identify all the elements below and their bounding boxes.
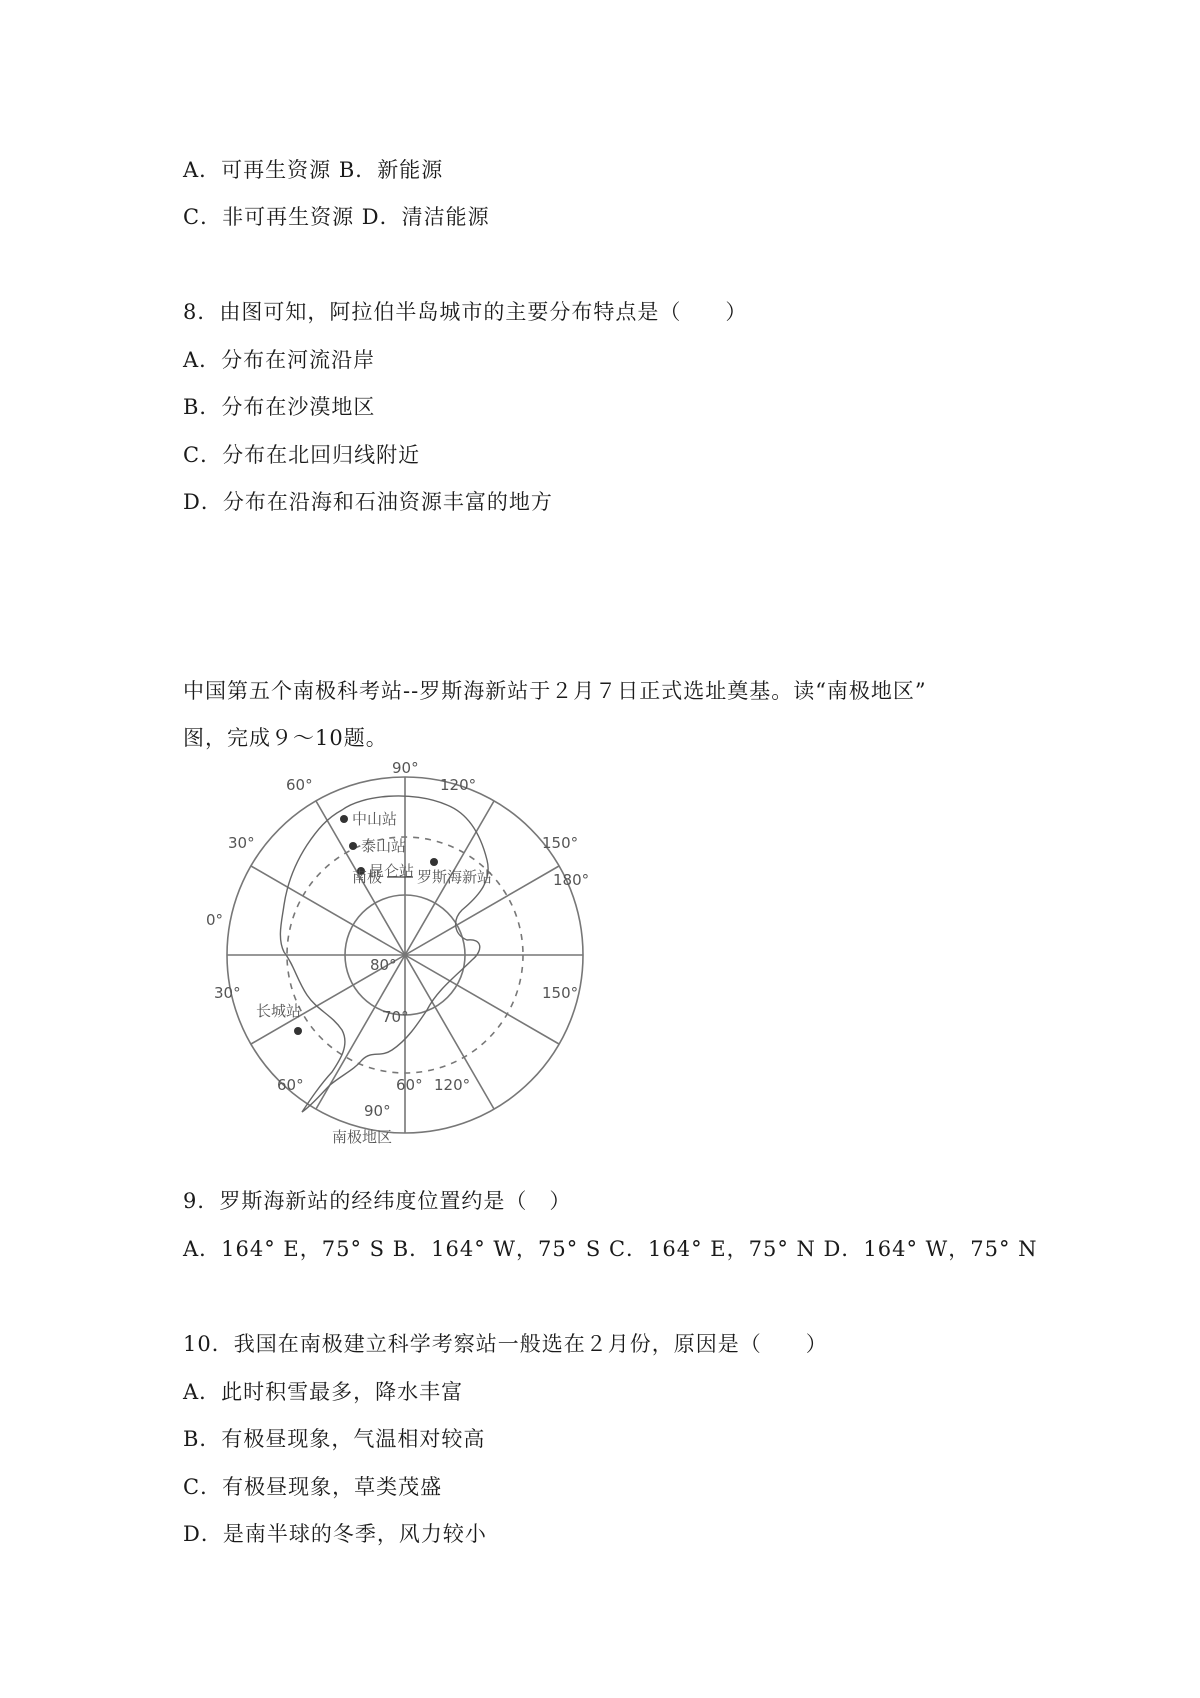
taishan-label: 泰山站	[361, 837, 407, 855]
zhongshan-marker	[340, 815, 348, 823]
lon-label-top-right: 120°	[440, 776, 477, 794]
changcheng-label: 长城站	[256, 1002, 302, 1020]
q8-stem: 8．由图可知，阿拉伯半岛城市的主要分布特点是（ ）	[183, 300, 748, 324]
q7-option-row-2: C．非可再生资源 D．清洁能源	[183, 205, 490, 229]
pole-label: 南极	[352, 868, 383, 886]
lat-label-80: 80°	[370, 956, 397, 974]
lon-label-left-lower: 30°	[214, 984, 241, 1002]
q9-options: A．164° E，75° S B．164° W，75° S C．164° E，75° N D．164° W，75° N	[183, 1237, 1038, 1261]
kunlun-label: 昆仑站	[369, 862, 415, 880]
lon-label-top-left: 60°	[286, 776, 313, 794]
lon-label-right-lower: 150°	[542, 984, 579, 1002]
q10-option-d: D．是南半球的冬季，风力较小	[183, 1522, 487, 1546]
antarctica-map	[206, 759, 642, 1160]
q8-option-b: B．分布在沙漠地区	[183, 395, 376, 419]
q8-option-d: D．分布在沿海和石油资源丰富的地方	[183, 490, 553, 514]
taishan-marker	[349, 842, 357, 850]
changcheng-marker	[294, 1027, 302, 1035]
zhongshan-label: 中山站	[352, 810, 398, 828]
q10-stem: 10．我国在南极建立科学考察站一般选在２月份，原因是（ ）	[183, 1332, 828, 1356]
lat-label-70: 70°	[382, 1008, 409, 1026]
map-caption: 南极地区	[332, 1128, 393, 1146]
intro-line-1: 中国第五个南极科考站--罗斯海新站于２月７日正式选址奠基。读“南极地区”	[183, 679, 927, 703]
q7-option-row-1: A．可再生资源 B．新能源	[183, 158, 444, 182]
lon-label-top: 90°	[392, 759, 419, 777]
lon-label-left: 0°	[206, 911, 224, 929]
q9-stem: 9．罗斯海新站的经纬度位置约是（ ）	[183, 1189, 572, 1213]
antarctica-map-figure	[206, 759, 642, 1160]
q10-option-b: B．有极昼现象，气温相对较高	[183, 1427, 486, 1451]
lon-label-bottom-left: 60°	[277, 1076, 304, 1094]
intro-line-2: 图，完成９～10题。	[183, 726, 388, 750]
lon-label-left-upper: 30°	[228, 834, 255, 852]
q10-option-c: C．有极昼现象，草类茂盛	[183, 1475, 443, 1499]
q8-option-c: C．分布在北回归线附近	[183, 443, 421, 467]
lon-label-bottom-right: 120°	[434, 1076, 471, 1094]
rossnew-label: 罗斯海新站	[417, 868, 493, 886]
lon-label-bottom: 90°	[364, 1102, 391, 1120]
q8-option-a: A．分布在河流沿岸	[183, 348, 376, 372]
lon-label-right-upper: 150°	[542, 834, 579, 852]
q10-option-a: A．此时积雪最多，降水丰富	[183, 1380, 464, 1404]
rossnew-marker	[430, 858, 438, 866]
lon-label-inner-60: 60°	[396, 1076, 423, 1094]
lon-label-right: 180°	[553, 871, 590, 889]
